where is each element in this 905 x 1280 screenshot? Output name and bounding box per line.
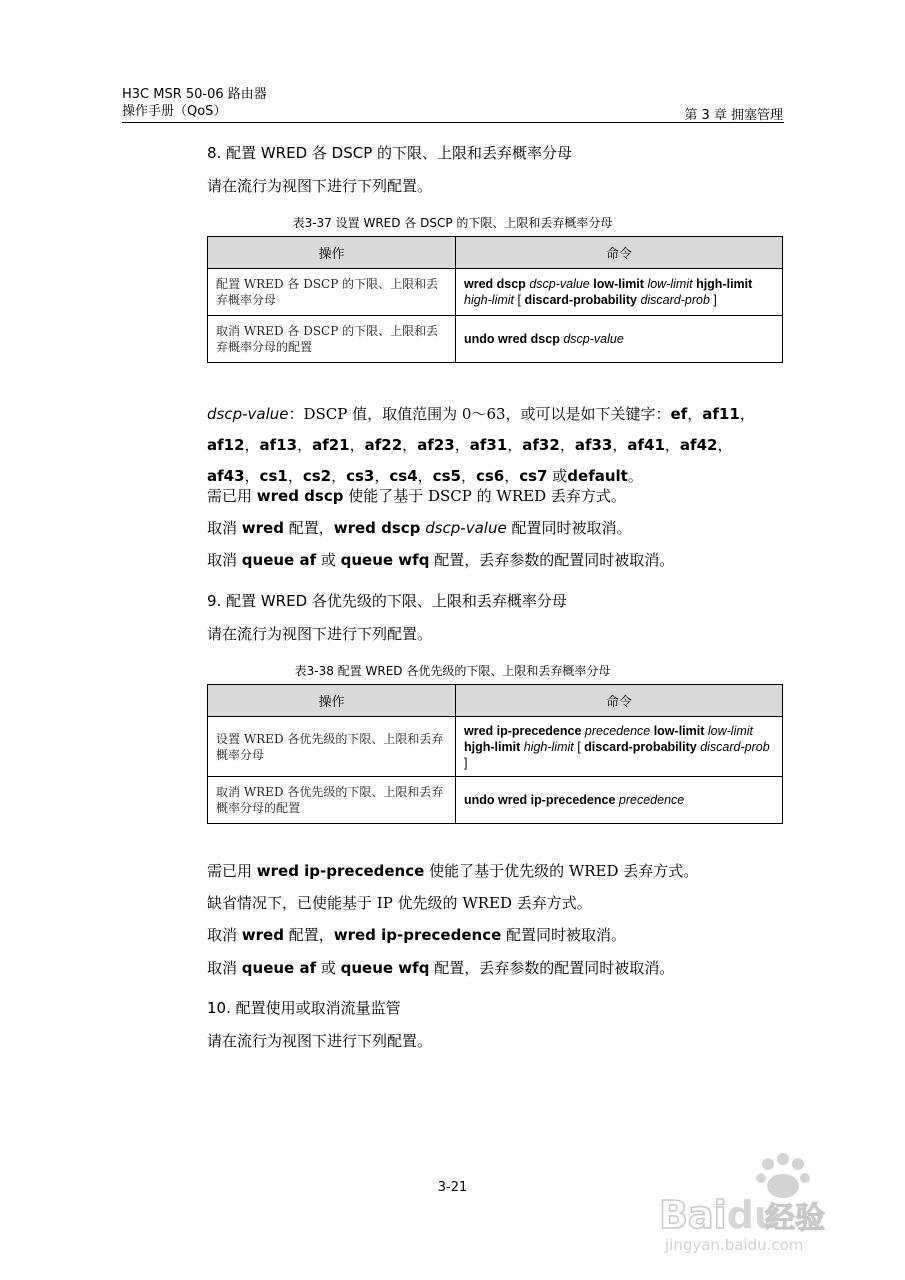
watermark-url: jingyan.baidu.com [665, 1236, 804, 1254]
table-row-cmd: wred dscp dscp-value low-limit low-limit hjgh-limit high-limit [ discard-probability discard-prob ] [456, 269, 783, 316]
dscp-keyword: cs5 [432, 467, 461, 485]
table-3-38 [207, 684, 783, 824]
svg-text:经验: 经验 [765, 1201, 825, 1236]
dscp-keyword: af12 [207, 436, 245, 454]
section-8-para-2: 需已用 wred dscp 使能了基于 DSCP 的 WRED 丢弃方式。 [207, 487, 626, 505]
table-row-cmd: undo wred ip-precedence precedence [456, 777, 783, 824]
dscp-value-note: dscp-value：DSCP 值，取值范围为 0～63，或可以是如下关键字：ef，af11，af12，af13，af21，af22，af23，af31，af32，af33，af41，af42，af43，cs1，cs2，cs3，cs4，cs5，cs6，cs7 或default。 [207, 405, 755, 485]
svg-text:Baidu: Baidu [659, 1193, 781, 1237]
table-3-37 [207, 236, 783, 363]
header-divider [122, 122, 784, 123]
table-row-op: 取消 WRED 各 DSCP 的下限、上限和丢弃概率分母的配置 [208, 316, 456, 363]
kw-or: 或 [552, 467, 568, 485]
page-number: 3-21 [437, 1180, 468, 1195]
dscp-keyword: cs4 [389, 467, 418, 485]
section-8-intro: 请在流行为视图下进行下列配置。 [207, 177, 433, 195]
table-row-op: 配置 WRED 各 DSCP 的下限、上限和丢弃概率分母 [208, 269, 456, 316]
dscp-keyword: af42 [679, 436, 718, 454]
section-8-para-4: 取消 queue af 或 queue wfq 配置，丢弃参数的配置同时被取消。 [207, 551, 675, 569]
header-product: H3C MSR 50-06 路由器 [122, 87, 267, 102]
section-9-para-1: 需已用 wred ip-precedence 使能了基于优先级的 WRED 丢弃方式。 [207, 862, 699, 880]
table-row-cmd: wred ip-precedence precedence low-limit low-limit hjgh-limit high-limit [ discard-probability discard-prob ] [456, 717, 783, 777]
dscp-keyword: af41 [627, 436, 665, 454]
section-9-title: 9. 配置 WRED 各优先级的下限、上限和丢弃概率分母 [207, 592, 567, 610]
dscp-keyword: af22 [364, 436, 403, 454]
dscp-keyword: cs2 [302, 467, 332, 485]
dscp-keyword: cs1 [259, 467, 288, 485]
section-9-intro: 请在流行为视图下进行下列配置。 [207, 625, 433, 643]
dscp-keyword: af13 [259, 436, 298, 454]
table-row-op: 设置 WRED 各优先级的下限、上限和丢弃概率分母 [208, 717, 456, 777]
dscp-keyword: cs7 [519, 467, 548, 485]
table-header-op: 操作 [208, 685, 456, 717]
table-row-op: 取消 WRED 各优先级的下限、上限和丢弃概率分母的配置 [208, 777, 456, 824]
table-header-cmd: 命令 [456, 685, 783, 717]
dscp-term: dscp-value [207, 405, 289, 423]
header-manual: 操作手册（QoS） [122, 104, 227, 119]
table-header-cmd: 命令 [456, 237, 783, 269]
dscp-keyword: af31 [469, 436, 508, 454]
section-10-intro: 请在流行为视图下进行下列配置。 [207, 1032, 433, 1050]
table-header-op: 操作 [208, 237, 456, 269]
dscp-keyword: af32 [522, 436, 560, 454]
dscp-keyword: cs6 [475, 467, 505, 485]
dscp-keyword: ef [670, 405, 688, 423]
section-8-para-3: 取消 wred 配置，wred dscp dscp-value 配置同时被取消。 [207, 519, 632, 537]
dscp-note-text: ：DSCP 值，取值范围为 0～63，或可以是如下关键字： [288, 405, 671, 423]
kw-default: default [567, 467, 628, 485]
dscp-keyword: af11 [702, 405, 740, 423]
table-3-38-caption: 表3-38 配置 WRED 各优先级的下限、上限和丢弃概率分母 [294, 664, 611, 678]
section-9-para-2: 缺省情况下，已使能基于 IP 优先级的 WRED 丢弃方式。 [207, 894, 592, 912]
dscp-keyword: af21 [312, 436, 350, 454]
table-3-37-caption: 表3-37 设置 WRED 各 DSCP 的下限、上限和丢弃概率分母 [292, 216, 613, 230]
dscp-keyword: af33 [574, 436, 613, 454]
section-9-para-3: 取消 wred 配置，wred ip-precedence 配置同时被取消。 [207, 926, 627, 944]
dscp-keyword: af43 [207, 467, 245, 485]
table-row-cmd: undo wred dscp dscp-value [456, 316, 783, 363]
dscp-keyword: af23 [417, 436, 455, 454]
dscp-keyword-list: ef，af11，af12，af13，af21，af22，af23，af31，af32，af33，af41，af42，af43，cs1，cs2，cs3，cs4，cs5，cs6，cs7 [207, 405, 755, 485]
section-8-title: 8. 配置 WRED 各 DSCP 的下限、上限和丢弃概率分母 [207, 144, 573, 162]
dscp-keyword: cs3 [346, 467, 375, 485]
header-chapter: 第 3 章 拥塞管理 [684, 108, 783, 123]
section-10-title: 10. 配置使用或取消流量监管 [207, 999, 401, 1017]
section-9-para-4: 取消 queue af 或 queue wfq 配置，丢弃参数的配置同时被取消。 [207, 959, 675, 977]
baidu-jingyan-watermark [655, 1150, 855, 1260]
